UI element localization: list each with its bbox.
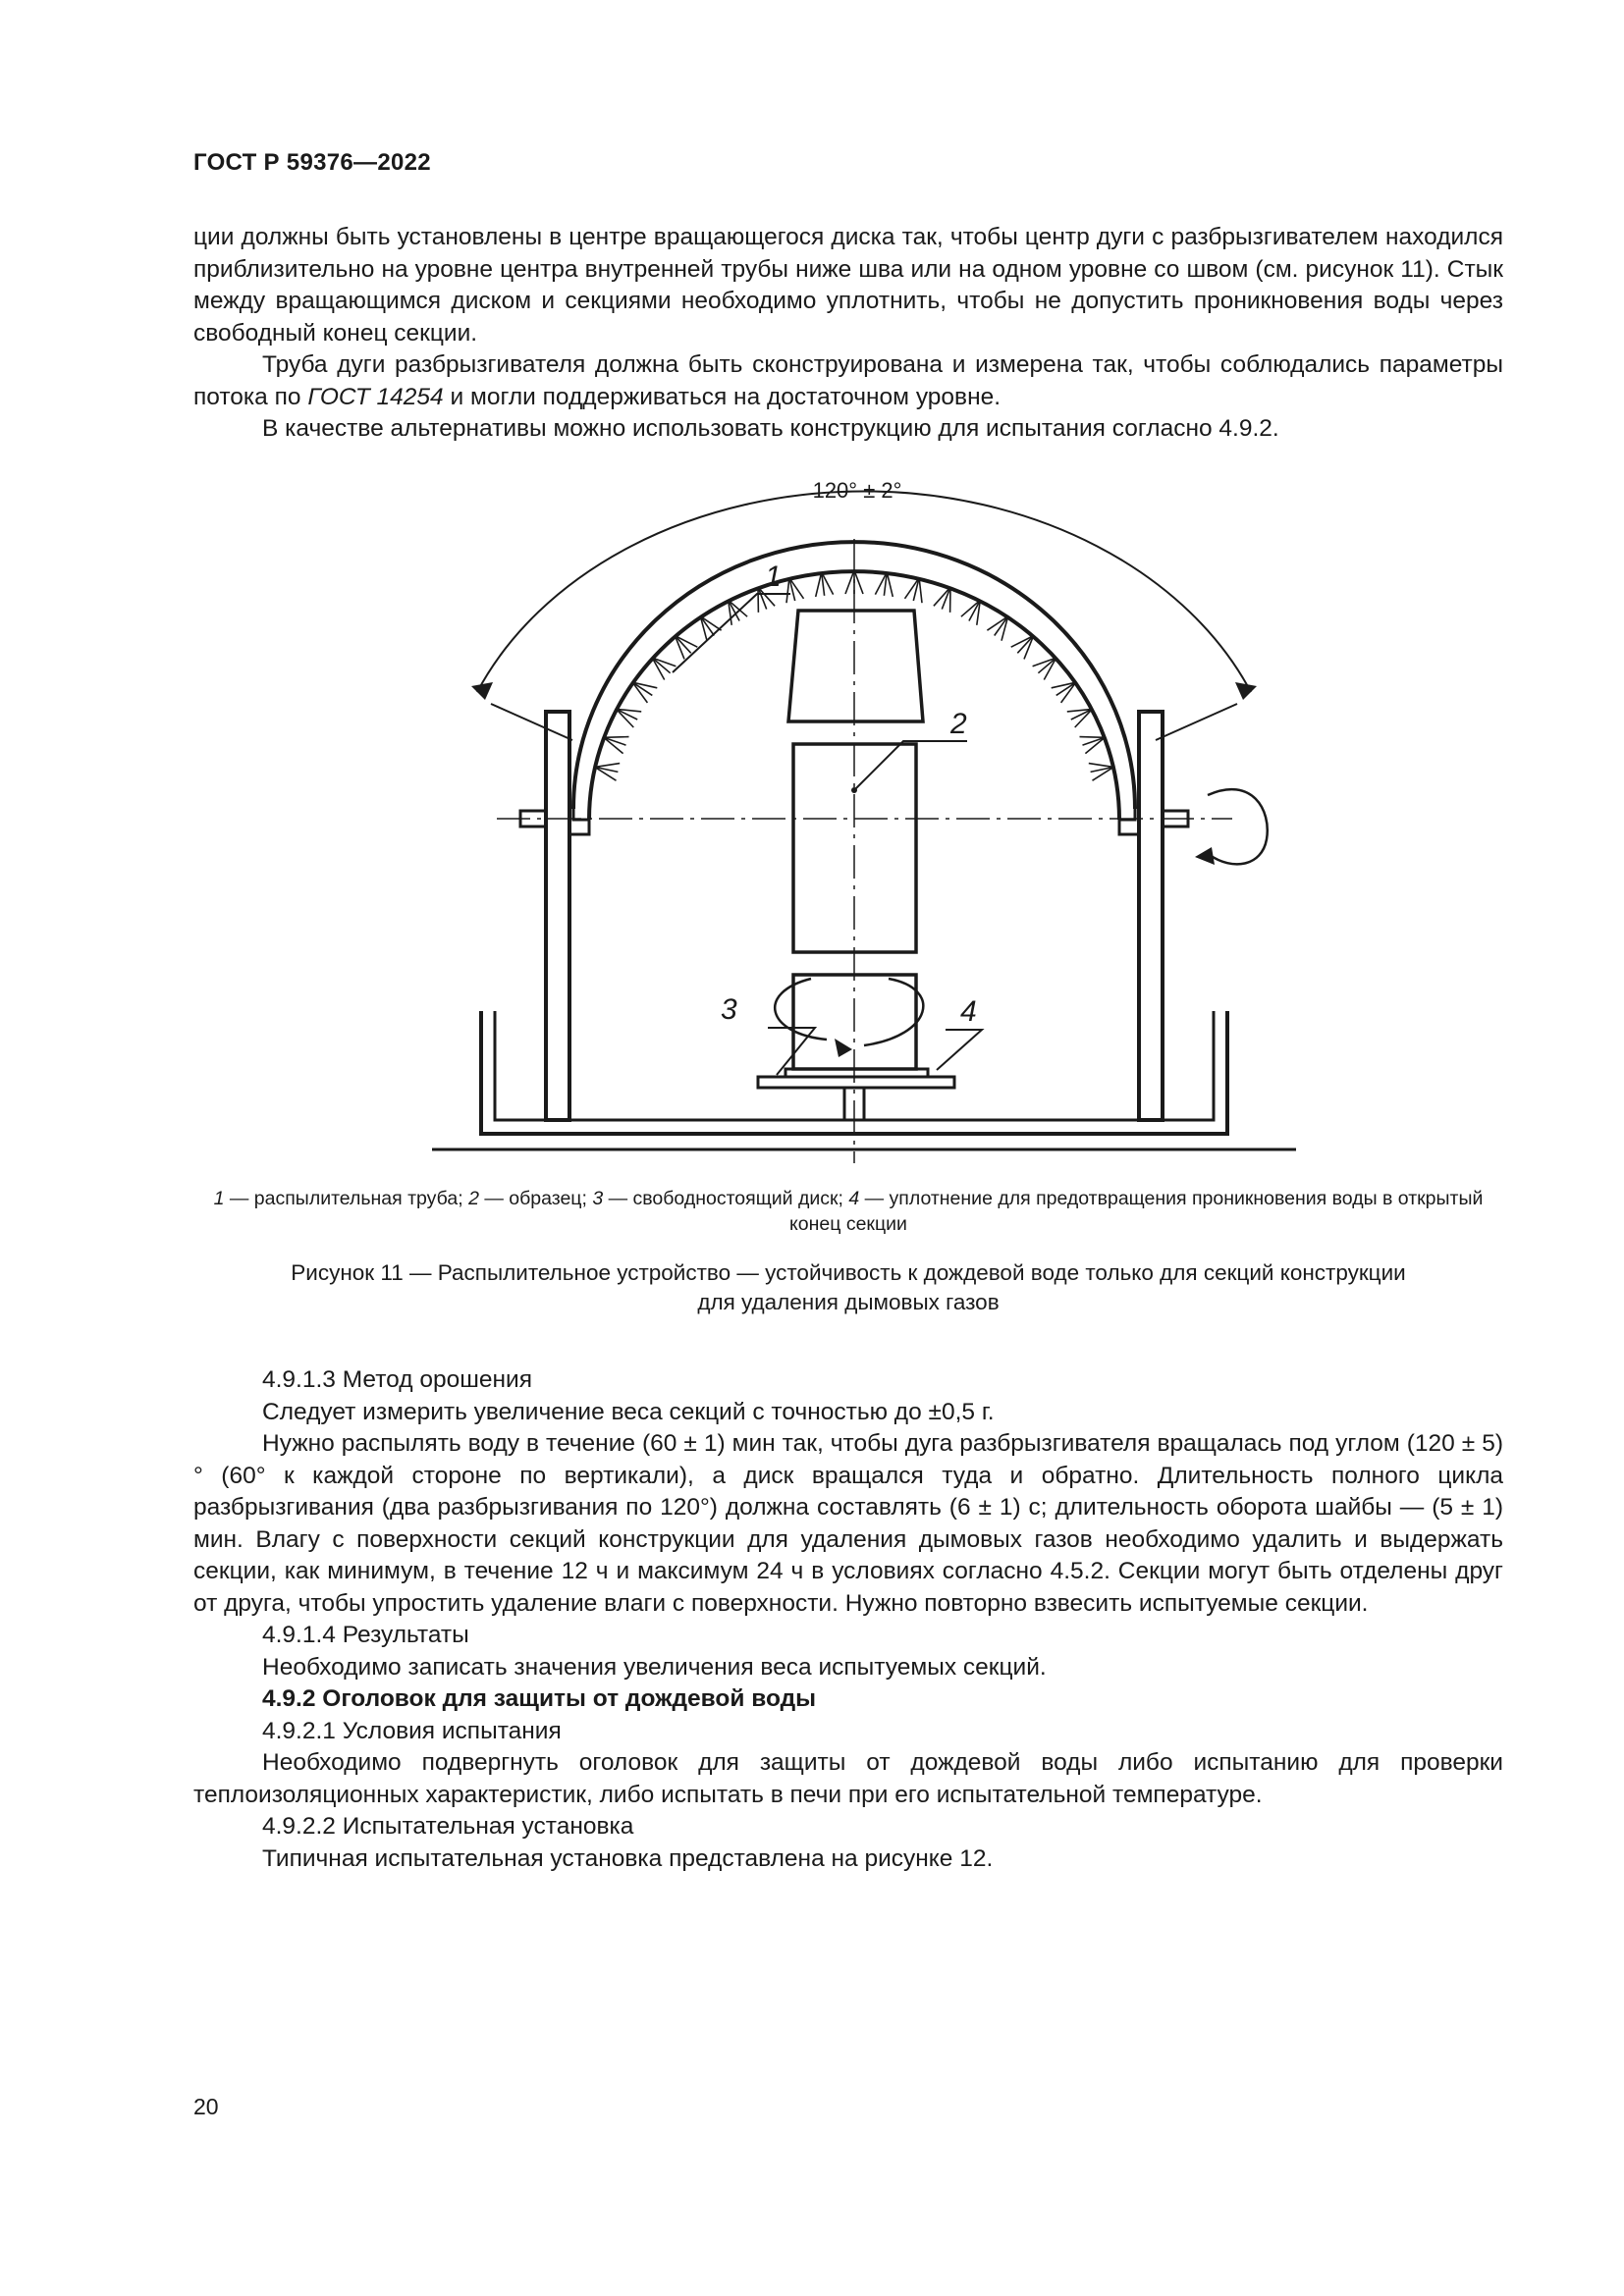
spray-jet — [942, 587, 950, 609]
intro-paragraph-2-start: Труба дуги разбрызгивателя должна быть сконструирована и измерена так, чтобы соблюдались параметры потока по — [193, 351, 1503, 410]
spray-jet — [934, 587, 950, 606]
heading-4-9-2-2: 4.9.2.2 Испытательная установка — [262, 1813, 634, 1840]
specimen-axis-point — [851, 787, 857, 793]
legend-num-4: 4 — [848, 1188, 860, 1209]
spray-jet — [652, 658, 670, 673]
disc-rotation-arrowhead — [835, 1039, 852, 1057]
spray-jet — [887, 572, 893, 597]
angle-extension-left — [491, 704, 572, 740]
angle-extension-right — [1156, 704, 1237, 740]
right-arc-end — [1119, 809, 1139, 834]
callout-2: 2 — [950, 708, 967, 740]
legend-text-2: — образец; — [478, 1188, 593, 1209]
spray-jet — [1075, 709, 1093, 727]
left-arc-end — [569, 809, 589, 834]
callout-4: 4 — [960, 995, 977, 1028]
seal-ring — [785, 1069, 928, 1077]
section-text — [193, 1364, 1503, 1875]
specimen-top-section — [788, 611, 923, 721]
spray-jet — [729, 600, 747, 616]
leader-label-4 — [937, 1030, 982, 1070]
angle-arrowhead-left — [471, 682, 493, 700]
paragraph-test-conditions: Необходимо подвергнуть оголовок для защиты от дождевой воды либо испытанию для проверки теплоизоляционных характеристик, либо испытать в печи при его испытательной температуре. — [193, 1749, 1503, 1808]
legend-num-3: 3 — [592, 1188, 604, 1209]
spray-jet — [961, 600, 980, 616]
callout-3: 3 — [721, 993, 737, 1026]
callout-1: 1 — [765, 561, 782, 593]
right-stand — [1139, 712, 1163, 1120]
spray-jet — [1038, 658, 1056, 673]
arc-rotation-arrow — [1208, 789, 1268, 864]
spray-jet — [604, 737, 629, 738]
intro-paragraph-2 — [193, 349, 1503, 413]
spray-jet — [1089, 764, 1113, 768]
intro-text — [193, 222, 1503, 446]
spray-jet — [919, 578, 922, 604]
spray-jet — [845, 570, 854, 594]
standard-header: ГОСТ Р 59376—2022 — [193, 149, 431, 176]
left-stand — [546, 712, 569, 1120]
legend-num-2: 2 — [468, 1188, 479, 1209]
figure-caption-line-1: Рисунок 11 — Распылительное устройство — устойчивость к дождевой воде только для секций конструкции — [291, 1260, 1406, 1285]
angle-dimension-arc — [477, 491, 1251, 692]
heading-4-9-2: 4.9.2 Оголовок для защиты от дождевой воды — [262, 1685, 817, 1712]
intro-paragraph-3: В качестве альтернативы можно использовать конструкцию для испытания согласно 4.9.2. — [262, 415, 1279, 442]
spray-jet — [1083, 737, 1106, 745]
spray-jet — [1080, 737, 1106, 738]
arc-rotation-arrowhead — [1195, 847, 1215, 865]
free-standing-disc — [758, 1077, 954, 1088]
paragraph-results: Необходимо записать значения увеличения веса испытуемых секций. — [262, 1653, 1047, 1681]
spray-jet — [604, 737, 626, 745]
page-number: 20 — [193, 2094, 219, 2119]
paragraph-test-setup: Типичная испытательная установка представлена на рисунке 12. — [262, 1844, 994, 1872]
leader-label-2 — [854, 741, 967, 790]
spray-jet — [595, 764, 620, 768]
heading-4-9-2-1: 4.9.2.1 Условия испытания — [262, 1717, 562, 1744]
gost-reference-link: ГОСТ 14254 — [307, 383, 444, 410]
spray-jet — [816, 572, 822, 597]
spray-jet — [786, 578, 789, 604]
legend-text-3: — свободностоящий диск; — [603, 1188, 849, 1209]
heading-4-9-1-3: 4.9.1.3 Метод орошения — [262, 1366, 533, 1393]
legend-text-4: — уплотнение для предотвращения проникновения воды в открытый конец секции — [789, 1188, 1484, 1235]
spray-jet — [617, 709, 634, 727]
spray-apparatus-drawing — [432, 476, 1296, 1163]
intro-paragraph-1: ции должны быть установлены в центре вращающегося диска так, чтобы центр дуги с разбрызгивателем находился приблизительно на уровне центра внутренней трубы ниже шва или на одном уровне со швом (см. рисунок 11). Стык между вращающимся диском и секциями необходимо уплотнить, чтобы не допустить проникновения воды через свободный конец секции. — [193, 224, 1503, 347]
paragraph-weight-accuracy: Следует измерить увеличение веса секций с точностью до ±0,5 г. — [262, 1398, 995, 1425]
heading-4-9-1-4: 4.9.1.4 Результаты — [262, 1622, 469, 1648]
spray-jet — [1017, 636, 1033, 654]
disc-rotation-arrow-right — [864, 979, 923, 1045]
spray-jet — [1085, 737, 1105, 753]
angle-label: 120° ± 2° — [812, 478, 902, 503]
spray-jet — [675, 636, 690, 654]
spray-jet — [604, 737, 623, 753]
disc-rotation-arrow-left — [775, 979, 827, 1040]
figure-11-diagram — [432, 476, 1296, 1163]
figure-legend — [193, 1186, 1503, 1237]
legend-text-1: — распылительная труба; — [224, 1188, 469, 1209]
figure-caption — [193, 1258, 1503, 1317]
figure-caption-line-2: для удаления дымовых газов — [697, 1290, 1000, 1314]
angle-arrowhead-right — [1235, 682, 1257, 700]
spray-jet — [854, 570, 863, 594]
legend-num-1: 1 — [213, 1188, 225, 1209]
paragraph-spray-method: Нужно распылять воду в течение (60 ± 1) мин так, чтобы дуга разбрызгивателя вращалась под углом (120 ± 5)° (60° к каждой стороне по вертикали), а диск вращался туда и обратно. Длительность полного цикла разбрызгивания (два разбрызгивания по 120°) должна составлять (6 ± 1) с; длительность оборота шайбы — (5 ± 1) мин. Влагу с поверхности секций конструкции для удаления дымовых газов необходимо удалить и выдержать секции, как минимум, в течение 12 ч и максимум 24 ч в условиях согласно 4.5.2. Секции могут быть отделены друг от друга, чтобы упростить удаление влаги с поверхности. Нужно повторно взвесить испытуемые секции. — [193, 1430, 1503, 1617]
intro-paragraph-2-end: и могли поддерживаться на достаточном уровне. — [443, 383, 1001, 410]
